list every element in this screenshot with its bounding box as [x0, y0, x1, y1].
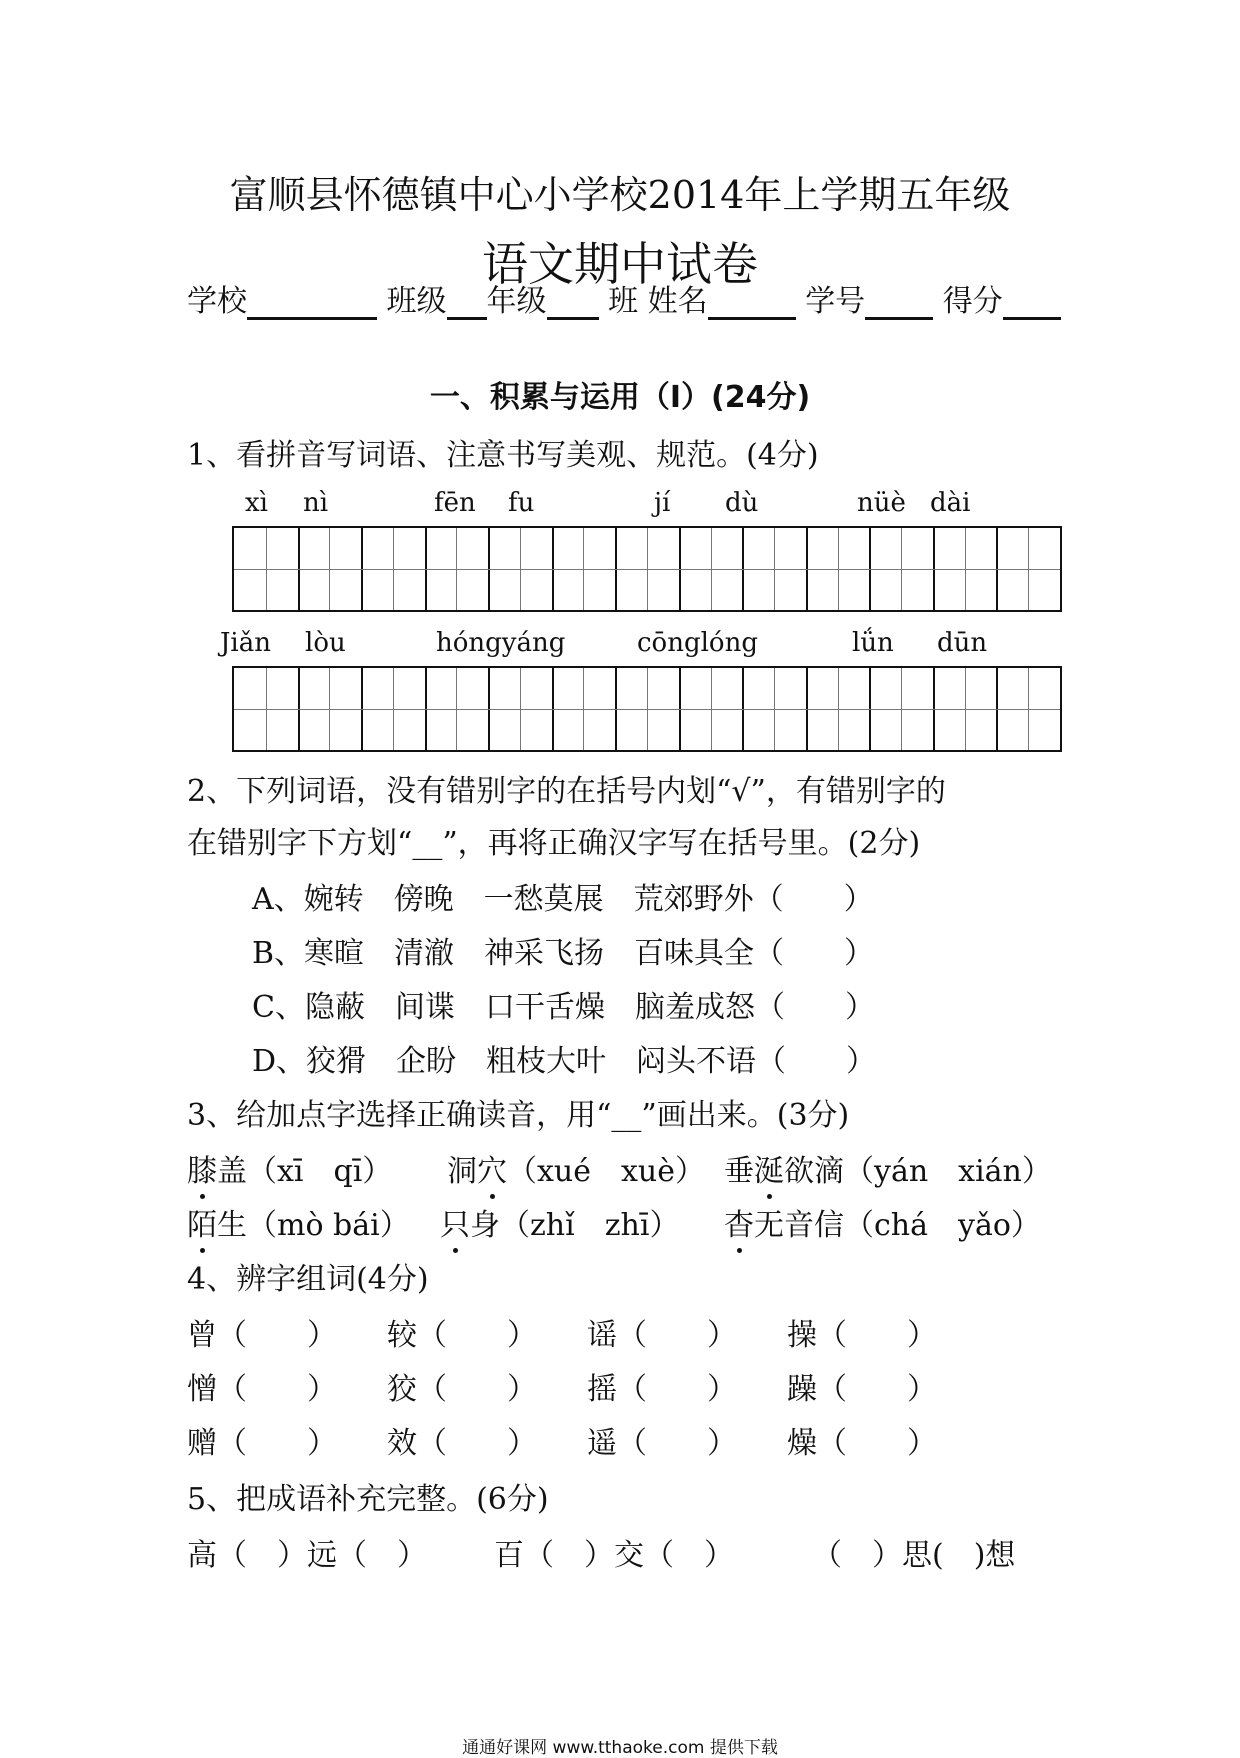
q4-item: 燥（ ） — [787, 1426, 937, 1461]
pinyin-label: xì — [245, 488, 268, 518]
exam-title-line2: 语文期中试卷 — [482, 237, 758, 291]
q5-idiom: 百（ ）交（ ） — [494, 1538, 734, 1573]
q4-item: 躁（ ） — [787, 1372, 937, 1407]
grade-blank[interactable] — [447, 285, 487, 320]
q3-item: 膝盖（xī qī） — [187, 1154, 393, 1189]
q4-item: 狡（ ） — [387, 1372, 537, 1407]
pinyin-label: dù — [725, 488, 759, 518]
writing-grid-row-1[interactable] — [232, 526, 1062, 612]
pinyin-label: lǘn — [852, 628, 894, 658]
q3-instruction: 3、给加点字选择正确读音，用“__”画出来。(3分) — [187, 1098, 850, 1133]
grid-mid-guide — [234, 569, 1060, 570]
pinyin-label: Jiǎn — [220, 628, 271, 658]
pinyin-label: fu — [508, 488, 535, 518]
q2-option-a: A、婉转 傍晚 一愁莫展 荒郊野外（ ） — [252, 882, 874, 917]
q2-instruction-line2: 在错别字下方划“__”，再将正确汉字写在括号里。(2分) — [187, 826, 921, 861]
q3-item: 杳无音信（chá yǎo） — [724, 1208, 1041, 1243]
grade-label: 年级 — [486, 284, 547, 319]
q2-option-c: C、隐蔽 间谍 口干舌燥 脑羞成怒（ ） — [252, 990, 875, 1025]
q5-instruction: 5、把成语补充完整。(6分) — [187, 1482, 549, 1517]
ban-blank[interactable] — [547, 285, 599, 320]
pinyin-label: hóngyáng — [436, 628, 566, 658]
q5-idiom: 高（ ）远（ ） — [187, 1538, 427, 1573]
score-blank[interactable] — [1003, 285, 1061, 320]
q4-item: 操（ ） — [787, 1318, 937, 1353]
name-blank[interactable] — [708, 285, 796, 320]
q4-item: 遥（ ） — [587, 1426, 737, 1461]
score-label: 得分 — [942, 284, 1003, 319]
q4-item: 憎（ ） — [187, 1372, 337, 1407]
q4-instruction: 4、辨字组词(4分) — [187, 1262, 429, 1297]
ban-label: 班 — [608, 284, 639, 319]
pinyin-label: fēn — [434, 488, 476, 518]
q4-item: 效（ ） — [387, 1426, 537, 1461]
pinyin-label: nüè — [857, 488, 906, 518]
pinyin-label: nì — [303, 488, 329, 518]
q3-item: 垂涎欲滴（yán xián） — [724, 1154, 1052, 1189]
q3-item: 陌生（mò bái） — [187, 1208, 410, 1243]
pinyin-label: dūn — [937, 628, 988, 658]
q3-item: 洞穴（xué xuè） — [447, 1154, 705, 1189]
q3-item: 只身（zhǐ zhī） — [440, 1208, 680, 1243]
q2-option-b: B、寒暄 清澈 神采飞扬 百味具全（ ） — [252, 936, 875, 971]
school-label: 学校 — [187, 284, 247, 319]
exam-title-line1: 富顺县怀德镇中心小学校2014年上学期五年级 — [229, 173, 1011, 217]
number-label: 学号 — [805, 284, 866, 319]
grid-mid-guide — [234, 709, 1060, 710]
number-blank[interactable] — [865, 285, 933, 320]
pinyin-label: lòu — [305, 628, 346, 658]
q2-instruction-line1: 2、下列词语，没有错别字的在括号内划“√”，有错别字的 — [187, 774, 946, 809]
name-label: 姓名 — [647, 284, 708, 319]
pinyin-label: jí — [654, 488, 671, 518]
q5-idiom: （ ）思( )想 — [812, 1538, 1016, 1573]
q4-item: 谣（ ） — [587, 1318, 737, 1353]
section-1-heading: 一、积累与运用（Ⅰ）(24分) — [429, 380, 811, 415]
q4-item: 赠（ ） — [187, 1426, 337, 1461]
student-info-row — [187, 276, 1061, 320]
class-label: 班级 — [386, 284, 447, 319]
writing-grid-row-2[interactable] — [232, 666, 1062, 752]
q1-instruction: 1、看拼音写词语、注意书写美观、规范。(4分) — [187, 438, 819, 473]
footer-download-note: 通通好课网 www.tthaoke.com 提供下载 — [462, 1738, 778, 1758]
q4-item: 曾（ ） — [187, 1318, 337, 1353]
pinyin-label: dài — [930, 488, 971, 518]
school-blank[interactable] — [247, 285, 377, 320]
q4-item: 摇（ ） — [587, 1372, 737, 1407]
q2-option-d: D、狡猾 企盼 粗枝大叶 闷头不语（ ） — [252, 1044, 877, 1079]
q4-item: 较（ ） — [387, 1318, 537, 1353]
pinyin-label: cōnglóng — [637, 628, 758, 658]
